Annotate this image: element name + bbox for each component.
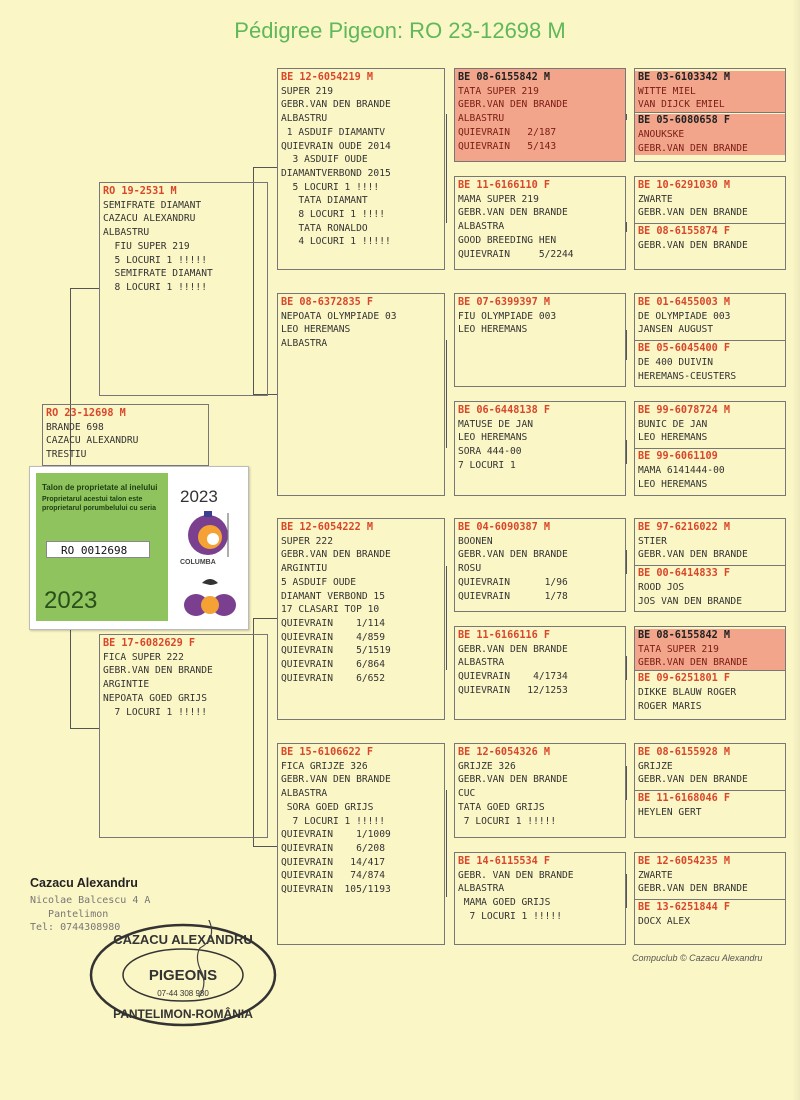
pedigree-line: GEBR.VAN DEN BRANDE bbox=[638, 142, 748, 154]
stamp-center-text: PIGEONS bbox=[148, 967, 218, 984]
pedigree-line: BUNIC DE JAN bbox=[638, 418, 708, 430]
pedigree-line: ALBASTRU bbox=[281, 113, 328, 125]
pedigree-line: QUIEVRAIN 14/417 bbox=[281, 856, 385, 868]
pedigree-line: LEO HEREMANS bbox=[638, 478, 708, 490]
pedigree-line: ANOUKSKE bbox=[638, 128, 685, 140]
connector-line bbox=[446, 340, 447, 448]
pedigree-line: 7 LOCURI 1 !!!!! bbox=[103, 706, 207, 718]
ring-number: BE 97-6216022 M bbox=[638, 522, 731, 533]
gen5-pair-4 bbox=[634, 401, 786, 496]
connector-line bbox=[253, 618, 277, 619]
breeder-address: Nicolae Balcescu 4 A bbox=[30, 895, 151, 906]
stamp-phone-text: 07-44 308 980 bbox=[157, 989, 209, 998]
pedigree-line: ARGINTIU bbox=[281, 563, 328, 575]
pedigree-line: GEBR.VAN DEN BRANDE bbox=[638, 239, 748, 251]
pedigree-line: TATA SUPER 219 bbox=[458, 85, 539, 97]
pedigree-line: QUIEVRAIN 4/859 bbox=[281, 631, 385, 643]
pedigree-line: 5 ASDUIF OUDE bbox=[281, 576, 357, 588]
pigeon-emblem-icon bbox=[180, 571, 240, 621]
gen5-pair-8 bbox=[634, 852, 786, 945]
pedigree-line: GEBR.VAN DEN BRANDE bbox=[638, 883, 748, 895]
ring-card-brand: COLUMBA bbox=[180, 559, 216, 566]
pedigree-line: GRIJZE 326 bbox=[458, 760, 516, 772]
connector-line bbox=[626, 222, 627, 232]
pedigree-line: QUIEVRAIN 74/874 bbox=[281, 870, 385, 882]
subject-line: CAZACU ALEXANDRU bbox=[46, 435, 139, 447]
stamp-bottom-text: PANTELIMON-ROMÂNIA bbox=[113, 1007, 253, 1021]
pedigree-line: MAMA GOED GRIJS bbox=[458, 897, 551, 909]
pedigree-line: ALBASTRA bbox=[281, 788, 328, 800]
pedigree-line: LEO HEREMANS bbox=[458, 324, 528, 336]
dam-box bbox=[99, 634, 268, 838]
pedigree-line: NEPOATA GOED GRIJS bbox=[103, 692, 207, 704]
ring-number: BE 05-6080658 F bbox=[638, 115, 731, 127]
stamp-top-text: CAZACU ALEXANDRU bbox=[113, 932, 253, 947]
gen5-pair-5 bbox=[634, 518, 786, 612]
gen4-box-6 bbox=[454, 626, 626, 720]
pedigree-line: 17 CLASARI TOP 10 bbox=[281, 604, 380, 616]
pedigree-line: ZWARTE bbox=[638, 193, 673, 205]
pedigree-line: 4 LOCURI 1 !!!!! bbox=[281, 236, 391, 248]
ring-number: BE 08-6155842 M bbox=[458, 72, 551, 83]
ring-number: BE 12-6054235 M bbox=[638, 856, 731, 867]
ring-number: BE 17-6082629 F bbox=[103, 638, 196, 649]
gen4-box-4 bbox=[454, 401, 626, 496]
pedigree-line: WITTE MIEL bbox=[638, 85, 696, 97]
page-edge-shadow bbox=[792, 0, 800, 1100]
sire-sire-box bbox=[277, 68, 445, 270]
ring-card-heading: Talon de proprietate al inelului bbox=[42, 483, 158, 492]
pedigree-line: 7 LOCURI 1 bbox=[458, 459, 516, 471]
pedigree-line: QUIEVRAIN 5/2244 bbox=[458, 248, 574, 260]
pedigree-line: QUIEVRAIN 6/864 bbox=[281, 659, 385, 671]
pedigree-line: SORA 444-00 bbox=[458, 446, 522, 458]
ring-number: BE 08-6155928 M bbox=[638, 747, 731, 758]
pedigree-line: TATA RONALDO bbox=[281, 222, 368, 234]
columba-logo-icon bbox=[180, 509, 238, 559]
pedigree-line: ALBASTRA bbox=[458, 221, 505, 233]
pedigree-line: SORA GOED GRIJS bbox=[281, 801, 374, 813]
pedigree-line: GEBR.VAN DEN BRANDE bbox=[638, 657, 748, 669]
pedigree-line: QUIEVRAIN 2/187 bbox=[458, 126, 557, 138]
ring-number: RO 23-12698 M bbox=[46, 408, 126, 419]
gen4-box-2 bbox=[454, 176, 626, 270]
sire-dam-box bbox=[277, 293, 445, 496]
pedigree-line: 3 ASDUIF OUDE bbox=[281, 154, 368, 166]
pedigree-line: TATA DIAMANT bbox=[281, 195, 368, 207]
pedigree-line: ALBASTRU bbox=[458, 113, 505, 125]
pedigree-line: GEBR.VAN DEN BRANDE bbox=[458, 643, 568, 655]
pedigree-line: NEPOATA OLYMPIADE 03 bbox=[281, 310, 397, 322]
connector-line bbox=[70, 288, 99, 289]
pedigree-line: DIAMANTVERBOND 2015 bbox=[281, 167, 391, 179]
pedigree-line: VAN DIJCK EMIEL bbox=[638, 99, 725, 111]
breeder-stamp bbox=[88, 920, 278, 1030]
pedigree-line: TATA GOED GRIJS bbox=[458, 801, 545, 813]
ring-number-field: RO 0012698 bbox=[46, 541, 150, 558]
pedigree-line: GEBR.VAN DEN BRANDE bbox=[638, 207, 748, 219]
connector-line bbox=[70, 728, 99, 729]
pedigree-line: SUPER 219 bbox=[281, 85, 333, 97]
dam-sire-box bbox=[277, 518, 445, 720]
pedigree-line: ALBASTRU bbox=[103, 227, 150, 239]
connector-line bbox=[626, 766, 627, 800]
ring-number: BE 08-6155842 M bbox=[638, 630, 731, 641]
pedigree-line: 1 ASDUIF DIAMANTV bbox=[281, 126, 385, 138]
ring-card-year: 2023 bbox=[44, 587, 98, 614]
pedigree-line: ROGER MARIS bbox=[638, 700, 702, 712]
pedigree-line: HEREMANS-CEUSTERS bbox=[638, 370, 737, 382]
pedigree-line: 5 LOCURI 1 !!!! bbox=[281, 181, 380, 193]
pedigree-line: GEBR.VAN DEN BRANDE bbox=[638, 774, 748, 786]
ring-number: BE 11-6166116 F bbox=[458, 630, 551, 641]
pedigree-line: MAMA SUPER 219 bbox=[458, 193, 539, 205]
pedigree-line: HEYLEN GERT bbox=[638, 806, 702, 818]
breeder-locality: Pantelimon bbox=[30, 909, 109, 920]
pedigree-line: GEBR.VAN DEN BRANDE bbox=[458, 774, 568, 786]
pedigree-line: GEBR.VAN DEN BRANDE bbox=[638, 549, 748, 561]
pedigree-line: MAMA 6141444-00 bbox=[638, 464, 725, 476]
pedigree-line: ALBASTRA bbox=[458, 883, 505, 895]
ring-number: BE 00-6414833 F bbox=[638, 568, 731, 580]
pedigree-line: QUIEVRAIN 1/114 bbox=[281, 617, 385, 629]
ring-number: BE 05-6045400 F bbox=[638, 343, 731, 355]
ring-number: BE 10-6291030 M bbox=[638, 180, 731, 191]
pedigree-line: GEBR.VAN DEN BRANDE bbox=[458, 549, 568, 561]
ring-number: BE 14-6115534 F bbox=[458, 856, 551, 867]
pedigree-line: GEBR.VAN DEN BRANDE bbox=[281, 549, 391, 561]
pedigree-line: ARGINTIE bbox=[103, 679, 150, 691]
pedigree-line: GEBR.VAN DEN BRANDE bbox=[458, 99, 568, 111]
ring-number: BE 15-6106622 F bbox=[281, 747, 374, 758]
pedigree-line: QUIEVRAIN OUDE 2014 bbox=[281, 140, 391, 152]
ring-number: BE 01-6455003 M bbox=[638, 297, 731, 308]
connector-line bbox=[626, 114, 627, 120]
ring-number: BE 12-6054219 M bbox=[281, 72, 374, 83]
connector-line bbox=[626, 550, 627, 574]
gen4-box-5 bbox=[454, 518, 626, 612]
pedigree-line: QUIEVRAIN 1/96 bbox=[458, 576, 568, 588]
gen4-box-7 bbox=[454, 743, 626, 838]
ring-number: BE 08-6155874 F bbox=[638, 226, 731, 238]
pedigree-line: QUIEVRAIN 105/1193 bbox=[281, 884, 391, 896]
pedigree-line: ALBASTRA bbox=[281, 338, 328, 350]
gen5-pair-3 bbox=[634, 293, 786, 387]
pedigree-line: 8 LOCURI 1 !!!!! bbox=[103, 281, 207, 293]
connector-line bbox=[253, 167, 277, 168]
pedigree-line: QUIEVRAIN 1/1009 bbox=[281, 829, 391, 841]
ring-number: BE 11-6166110 F bbox=[458, 180, 551, 191]
pedigree-line: QUIEVRAIN 6/208 bbox=[281, 842, 385, 854]
ring-card-year: 2023 bbox=[180, 487, 218, 506]
pedigree-line: QUIEVRAIN 4/1734 bbox=[458, 671, 568, 683]
pedigree-line: 7 LOCURI 1 !!!!! bbox=[458, 910, 562, 922]
pedigree-line: FIU SUPER 219 bbox=[103, 240, 190, 252]
ring-number: BE 13-6251844 F bbox=[638, 902, 731, 914]
pedigree-line: JANSEN AUGUST bbox=[638, 324, 714, 336]
gen5-pair-2 bbox=[634, 176, 786, 270]
pedigree-line: 7 LOCURI 1 !!!!! bbox=[458, 815, 557, 827]
breeder-name: Cazacu Alexandru bbox=[30, 876, 138, 890]
pedigree-line: CUC bbox=[458, 788, 476, 800]
ring-ownership-card bbox=[29, 466, 249, 630]
ring-number: BE 09-6251801 F bbox=[638, 673, 731, 685]
pedigree-line: ROSU bbox=[458, 563, 482, 575]
pedigree-line: QUIEVRAIN 5/1519 bbox=[281, 645, 391, 657]
pedigree-line: LEO HEREMANS bbox=[638, 432, 708, 444]
pedigree-line: ALBASTRA bbox=[458, 657, 505, 669]
subject-line: BRANDE 698 bbox=[46, 421, 104, 433]
pedigree-line: GEBR.VAN DEN BRANDE bbox=[103, 665, 213, 677]
pedigree-line: MATUSE DE JAN bbox=[458, 418, 534, 430]
ring-number: BE 12-6054326 M bbox=[458, 747, 551, 758]
gen4-box-8 bbox=[454, 852, 626, 945]
ring-number: BE 04-6090387 M bbox=[458, 522, 551, 533]
pedigree-line: GOOD BREEDING HEN bbox=[458, 234, 557, 246]
pedigree-line: CAZACU ALEXANDRU bbox=[103, 213, 196, 225]
ring-card-green-panel bbox=[36, 473, 168, 621]
pedigree-line: ZWARTE bbox=[638, 869, 673, 881]
pedigree-line: LEO HEREMANS bbox=[281, 324, 351, 336]
pedigree-line: 8 LOCURI 1 !!!! bbox=[281, 209, 385, 221]
pedigree-line: SUPER 222 bbox=[281, 535, 333, 547]
connector-line bbox=[253, 846, 277, 847]
dam-dam-box bbox=[277, 743, 445, 945]
connector-line bbox=[446, 114, 447, 223]
pedigree-line: DOCX ALEX bbox=[638, 915, 690, 927]
ring-card-subtext: Proprietarul acestui talon este proprietarul porumbelului cu seria bbox=[42, 496, 156, 512]
pedigree-line: 7 LOCURI 1 !!!!! bbox=[281, 815, 385, 827]
pedigree-line: FICA SUPER 222 bbox=[103, 651, 184, 663]
connector-line bbox=[626, 656, 627, 680]
pedigree-line: TATA SUPER 219 bbox=[638, 643, 719, 655]
gen5-pair-1 bbox=[634, 68, 786, 162]
connector-line bbox=[446, 790, 447, 897]
gen4-box-1 bbox=[454, 68, 626, 162]
gen4-box-3 bbox=[454, 293, 626, 387]
pedigree-line: FICA GRIJZE 326 bbox=[281, 760, 368, 772]
pedigree-line: QUIEVRAIN 5/143 bbox=[458, 140, 557, 152]
pedigree-line: QUIEVRAIN 12/1253 bbox=[458, 684, 568, 696]
sire-box bbox=[99, 182, 268, 396]
pedigree-line: QUIEVRAIN 6/652 bbox=[281, 672, 385, 684]
pedigree-line: DE OLYMPIADE 003 bbox=[638, 310, 731, 322]
pedigree-line: SEMIFRATE DIAMANT bbox=[103, 199, 202, 211]
pedigree-line: GEBR.VAN DEN BRANDE bbox=[458, 207, 568, 219]
gen5-pair-6 bbox=[634, 626, 786, 720]
breeder-phone: Tel: 0744308980 bbox=[30, 922, 121, 933]
ring-number: BE 99-6078724 M bbox=[638, 405, 731, 416]
pedigree-line: DIKKE BLAUW ROGER bbox=[638, 686, 737, 698]
ring-number: BE 11-6168046 F bbox=[638, 793, 731, 805]
pedigree-line: STIER bbox=[638, 535, 667, 547]
pedigree-line: QUIEVRAIN 1/78 bbox=[458, 590, 568, 602]
pedigree-line: ROOD JOS bbox=[638, 581, 685, 593]
pedigree-line: JOS VAN DEN BRANDE bbox=[638, 595, 742, 607]
pedigree-line: LEO HEREMANS bbox=[458, 432, 528, 444]
pedigree-line: GEBR.VAN DEN BRANDE bbox=[281, 99, 391, 111]
subject-pigeon-box bbox=[42, 404, 209, 466]
pedigree-line: GEBR. VAN DEN BRANDE bbox=[458, 869, 574, 881]
ring-number: BE 08-6372835 F bbox=[281, 297, 374, 308]
copyright-note: Compuclub © Cazacu Alexandru bbox=[632, 953, 763, 963]
pedigree-line: DIAMANT VERBOND 15 bbox=[281, 590, 385, 602]
connector-line bbox=[626, 440, 627, 464]
pedigree-line: GRIJZE bbox=[638, 760, 673, 772]
connector-line bbox=[446, 566, 447, 670]
pedigree-line: 5 LOCURI 1 !!!!! bbox=[103, 254, 207, 266]
gen5-pair-7 bbox=[634, 743, 786, 838]
page-title: Pédigree Pigeon: RO 23-12698 M bbox=[234, 18, 566, 43]
pedigree-line: DE 400 DUIVIN bbox=[638, 356, 714, 368]
ring-number: BE 06-6448138 F bbox=[458, 405, 551, 416]
connector-line bbox=[626, 330, 627, 360]
pedigree-line: FIU OLYMPIADE 003 bbox=[458, 310, 557, 322]
ring-number: BE 07-6399397 M bbox=[458, 297, 551, 308]
ring-number: BE 03-6103342 M bbox=[638, 72, 731, 83]
pedigree-line: GEBR.VAN DEN BRANDE bbox=[281, 774, 391, 786]
connector-line bbox=[626, 874, 627, 908]
pedigree-line: BOONEN bbox=[458, 535, 493, 547]
ring-number: BE 12-6054222 M bbox=[281, 522, 374, 533]
pedigree-line: SEMIFRATE DIAMANT bbox=[103, 268, 213, 280]
ring-number: BE 99-6061109 bbox=[638, 451, 718, 463]
subject-line: TRESTIU bbox=[46, 449, 87, 461]
ring-number: RO 19-2531 M bbox=[103, 186, 177, 197]
